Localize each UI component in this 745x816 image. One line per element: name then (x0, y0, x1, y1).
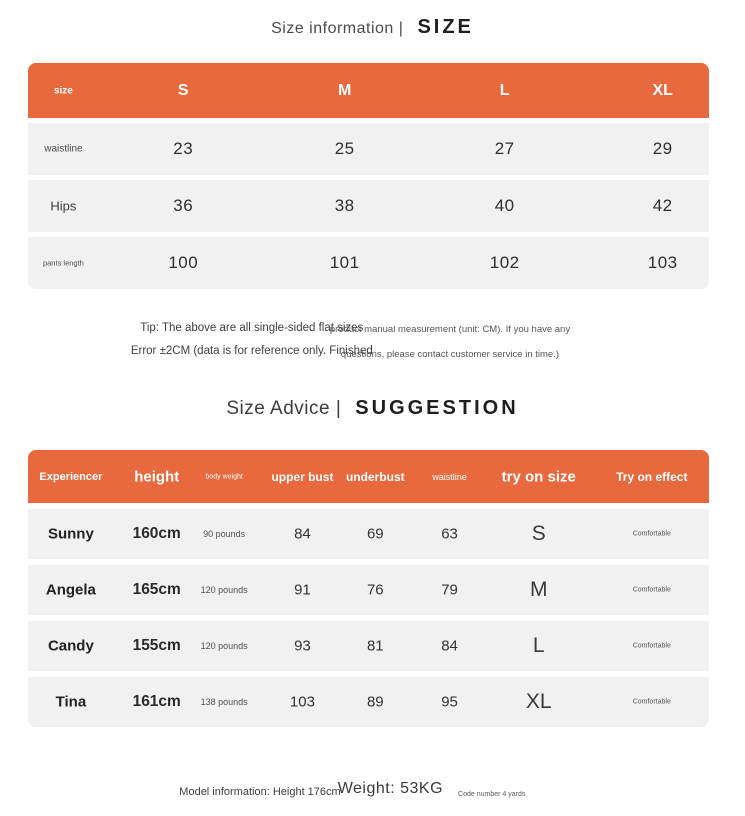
size-tip-right-column (330, 317, 570, 367)
row-label: pants length (42, 258, 84, 268)
try-on-effect-value: Comfortable (632, 642, 671, 650)
experiencer-height: 160cm (132, 525, 181, 542)
suggestion-row-angela (28, 565, 709, 615)
model-weight-text: Weight: 53KG (337, 780, 444, 797)
model-info-footer (0, 777, 745, 803)
size-table-header-xl: XL (652, 81, 673, 99)
upper-bust-value: 91 (294, 581, 311, 599)
experiencer-height: 165cm (132, 581, 181, 598)
underbust-value: 69 (366, 525, 384, 543)
header-try-on-size: try on size (501, 468, 576, 485)
cell-value: 101 (329, 253, 360, 272)
cell-value: 27 (494, 139, 515, 158)
experiencer-name: Sunny (47, 525, 94, 543)
experiencer-name: Candy (47, 637, 94, 655)
size-table-header-s: S (177, 81, 189, 99)
row-label: waistline (44, 143, 83, 155)
tip-line: Tip: The above are all single-sided flat sizes (140, 322, 364, 334)
size-tip-note (0, 317, 745, 363)
try-on-effect-value: Comfortable (632, 530, 671, 538)
try-on-size-value: L (532, 634, 545, 657)
underbust-value: 81 (366, 637, 384, 655)
experiencer-name: Tina (55, 693, 87, 711)
cell-value: 38 (334, 196, 355, 215)
suggestion-table (28, 450, 709, 727)
cell-value: 40 (494, 196, 515, 215)
header-height: height (134, 468, 180, 485)
header-upper-bust: upper bust (271, 469, 334, 484)
size-information-title (0, 16, 745, 42)
cell-value: 103 (647, 253, 678, 272)
try-on-size-value: XL (525, 690, 552, 713)
waistline-value: 63 (441, 525, 458, 543)
upper-bust-value: 103 (289, 693, 315, 711)
cell-value: 102 (489, 253, 520, 272)
waistline-value: 95 (441, 693, 458, 711)
upper-bust-value: 84 (294, 525, 311, 543)
waistline-value: 84 (441, 637, 458, 655)
header-try-on-effect: Try on effect (616, 469, 688, 484)
try-on-effect-value: Comfortable (632, 586, 671, 594)
header-waistline: waistline (432, 471, 467, 482)
size-advice-title (0, 397, 745, 425)
underbust-value: 89 (366, 693, 384, 711)
size-table-header-l: L (499, 81, 510, 99)
upper-bust-value: 93 (294, 637, 311, 655)
size-information-title-label: Size information | (271, 20, 404, 37)
size-advice-title-en: SUGGESTION (355, 397, 519, 419)
try-on-effect-value: Comfortable (632, 698, 671, 706)
tip-line: questions, please contact customer service in time.) (340, 349, 560, 360)
size-information-title-en: SIZE (417, 16, 474, 38)
experiencer-body-weight: 120 pounds (200, 585, 248, 595)
experiencer-height: 161cm (132, 693, 181, 710)
tip-line: Error ±2CM (data is for reference only. Finished (130, 345, 373, 357)
size-table-corner-label: size (53, 85, 73, 96)
waistline-value: 79 (441, 581, 458, 599)
size-table-row-hips (28, 180, 709, 232)
experiencer-body-weight: 120 pounds (200, 641, 248, 651)
suggestion-table-header-row (28, 450, 709, 503)
experiencer-body-weight: 138 pounds (200, 697, 248, 707)
model-code-text: Code number 4 yards (458, 791, 526, 798)
size-table-row-waistline (28, 123, 709, 175)
cell-value: 36 (173, 196, 194, 215)
cell-value: 23 (173, 139, 194, 158)
size-advice-title-label: Size Advice | (226, 398, 342, 419)
row-label: Hips (50, 198, 77, 214)
cell-value: 100 (168, 253, 199, 272)
try-on-size-value: M (530, 578, 548, 601)
cell-value: 42 (652, 196, 673, 215)
header-underbust: underbust (345, 469, 405, 484)
suggestion-row-candy (28, 621, 709, 671)
model-info-text: Model information: Height 176cm (179, 786, 341, 798)
size-table (28, 63, 709, 289)
suggestion-row-tina (28, 677, 709, 727)
cell-value: 25 (334, 139, 355, 158)
cell-value: 29 (652, 139, 673, 158)
experiencer-name: Angela (45, 581, 96, 599)
size-table-row-pants-length (28, 237, 709, 289)
suggestion-row-sunny (28, 509, 709, 559)
tip-line: product manual measurement (unit: CM). If you have any (329, 324, 571, 335)
try-on-size-value: S (531, 522, 546, 545)
experiencer-body-weight: 90 pounds (203, 529, 246, 539)
experiencer-height: 155cm (132, 637, 181, 654)
header-body-weight: body weight (205, 473, 243, 480)
header-experiencer: Experiencer (39, 470, 103, 483)
underbust-value: 76 (366, 581, 384, 599)
size-table-header-row (28, 63, 709, 118)
size-table-header-m: M (337, 81, 352, 99)
